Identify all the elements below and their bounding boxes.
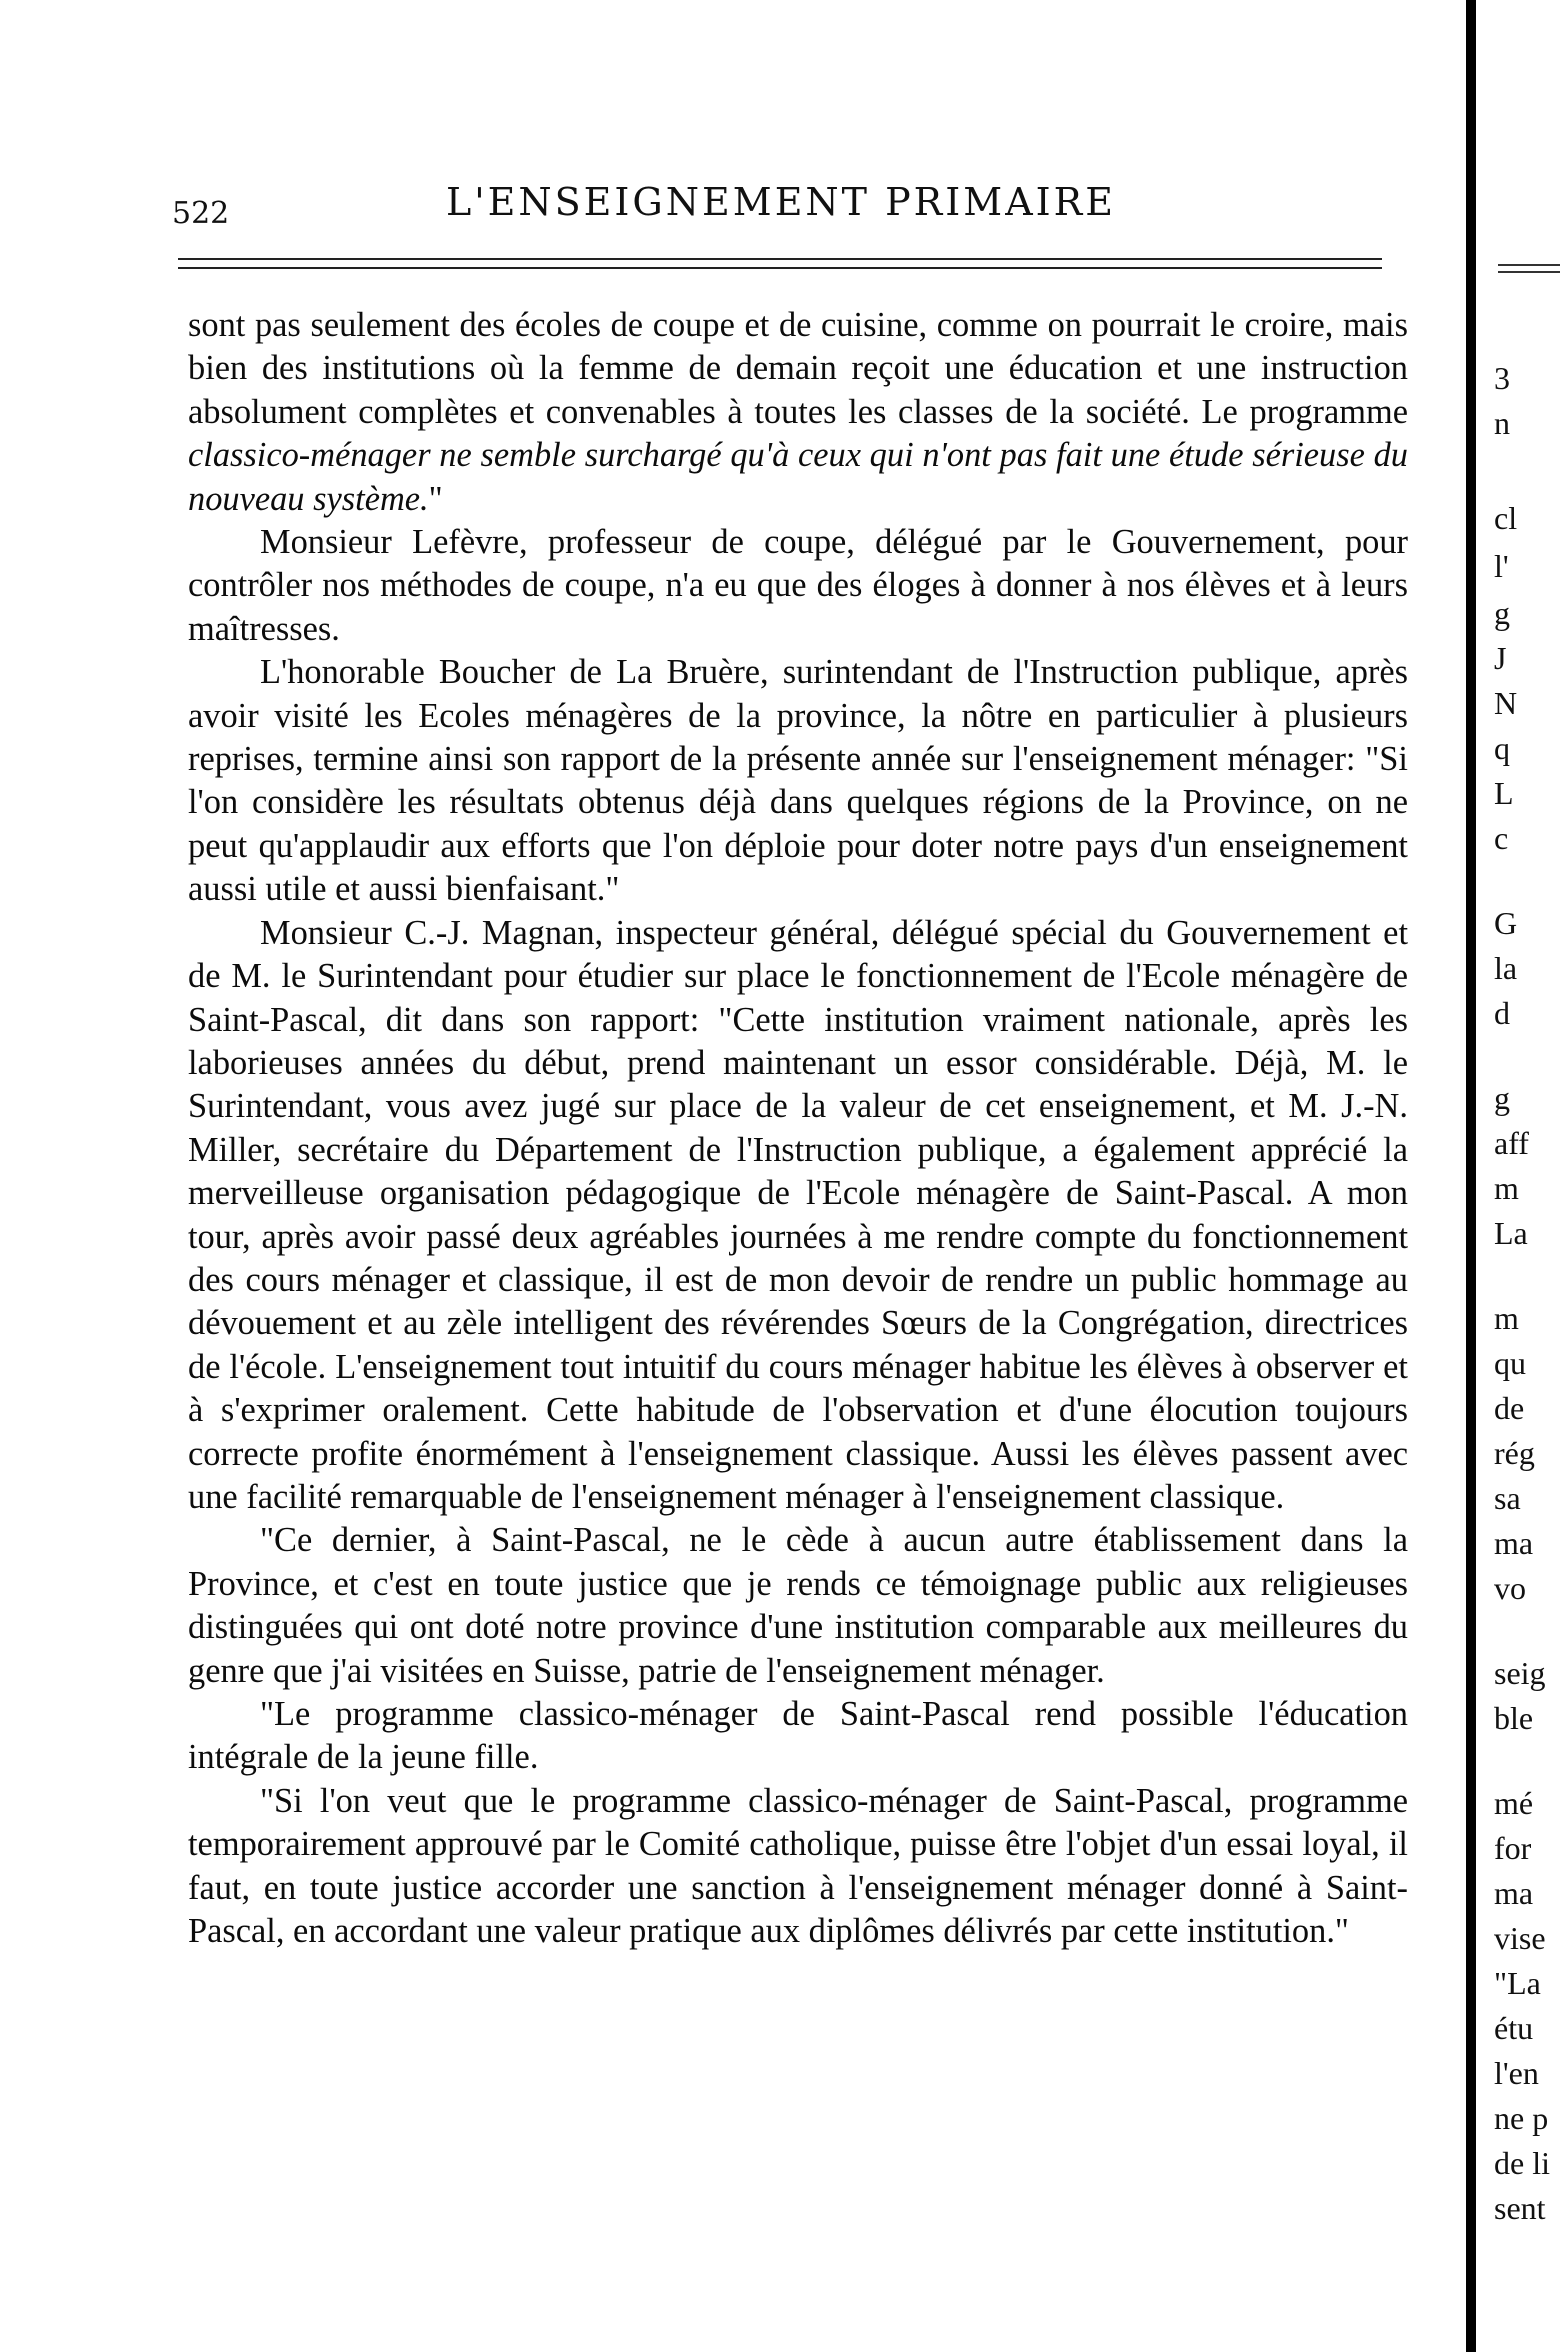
next-page-fragment: ma <box>1494 1525 1534 1561</box>
paragraph-3: L'honorable Boucher de La Bruère, surintendant de l'Instruction publique, après avoir visité les Ecoles ménagères de la province, la nôtre en particulier à plusieurs reprises, termine ainsi son rapport de la présente année sur l'enseignement ménager: "Si l'on considère les résultats obtenus déjà dans quelques régions de la Province, on ne peut qu'applaudir aux efforts que l'on déploie pour doter notre pays d'un enseignement aussi utile et aussi bienfaisant." <box>188 653 1408 909</box>
next-page-fragment: J <box>1494 640 1507 676</box>
running-title: L'ENSEIGNEMENT PRIMAIRE <box>445 180 1117 224</box>
next-page-fragment: l' <box>1494 548 1509 584</box>
next-page-rule <box>1498 264 1560 273</box>
next-page-fragment: vo <box>1494 1570 1526 1606</box>
next-page-fragment: G <box>1494 905 1518 941</box>
next-page-fragment: g <box>1494 1080 1510 1116</box>
next-page-fragment: g <box>1494 595 1510 631</box>
next-page-fragment: l'en <box>1494 2055 1539 2091</box>
next-page-fragment: "La <box>1494 1965 1541 2001</box>
next-page-fragment: m <box>1494 1300 1519 1336</box>
body-text <box>188 304 1408 1953</box>
paragraph-1 <box>188 304 1408 521</box>
next-page-fragment: L <box>1494 775 1514 811</box>
next-page-fragment: c <box>1494 820 1509 856</box>
next-page-fragment: la <box>1494 950 1518 986</box>
next-page-fragment: ne p <box>1494 2100 1549 2136</box>
next-page-fragment: sa <box>1494 1480 1521 1516</box>
paragraph-5: "Ce dernier, à Saint-Pascal, ne le cède à aucun autre établissement dans la Province, et c'est en toute justice que je rends ce témoignage public aux religieuses distinguées qui ont doté notre province d'une institution comparable aux meilleures du genre que j'ai visitées en Suisse, patrie de l'enseignement ménager. <box>188 1521 1408 1690</box>
paragraph-6: "Le programme classico-ménager de Saint-Pascal rend possible l'éducation intégrale de la jeune fille. <box>188 1695 1408 1777</box>
paragraph-1-closing-quote: " <box>428 479 443 518</box>
next-page-edge <box>1476 0 1560 2352</box>
next-page-fragment: N <box>1494 685 1518 721</box>
next-page-fragment: étu <box>1494 2010 1534 2046</box>
next-page-fragment: 3 <box>1494 360 1510 396</box>
paragraph-2: Monsieur Lefèvre, professeur de coupe, délégué par le Gouvernement, pour contrôler nos méthodes de coupe, n'a eu que des éloges à donner à nos élèves et à leurs maîtresses. <box>188 523 1408 648</box>
next-page-fragment: n <box>1494 405 1510 441</box>
next-page-fragment: qu <box>1494 1345 1526 1381</box>
next-page-fragment: rég <box>1494 1435 1535 1471</box>
page-number: 522 <box>172 196 230 231</box>
next-page-fragment: mé <box>1494 1785 1534 1821</box>
next-page-fragment: ble <box>1494 1700 1534 1736</box>
paragraph-1-italic-quote: classico-ménager ne semble surchargé qu'à ceux qui n'ont pas fait une étude sérieuse du nouveau système. <box>188 436 1408 518</box>
next-page-fragment: seig <box>1494 1655 1546 1691</box>
next-page-fragment: de li <box>1494 2145 1550 2181</box>
next-page-fragment: sent <box>1494 2190 1546 2226</box>
next-page-fragment: q <box>1494 730 1510 766</box>
page-header <box>172 180 1390 240</box>
next-page-fragment: for <box>1494 1830 1532 1866</box>
next-page-fragment: ma <box>1494 1875 1534 1911</box>
next-page-fragment: aff <box>1494 1125 1529 1161</box>
next-page-fragment: La <box>1494 1215 1528 1251</box>
paragraph-1-text: sont pas seulement des écoles de coupe et de cuisine, comme on pourrait le croire, mais bien des institutions où la femme de demain reçoit une éducation et une instruction absolument complètes et convenables à toutes les classes de la société. Le programme <box>188 306 1408 431</box>
next-page-fragment: d <box>1494 995 1510 1031</box>
header-double-rule <box>178 258 1382 269</box>
paragraph-4: Monsieur C.-J. Magnan, inspecteur général, délégué spécial du Gouvernement et de M. le Surintendant pour étudier sur place le fonctionnement de l'Ecole ménagère de Saint-Pascal, dit dans son rapport: "Cette institution vraiment nationale, après les laborieuses années du début, prend maintenant un essor considérable. Déjà, M. le Surintendant, vous avez jugé sur place de la valeur de cet enseignement, et M. J.-N. Miller, secrétaire du Département de l'Instruction publique, a également apprécié la merveilleuse organisation pédagogique de l'Ecole ménagère de Saint-Pascal. A mon tour, après avoir passé deux agréables journées à me rendre compte du fonctionnement des cours ménager et classique, il est de mon devoir de rendre un public hommage au dévouement et au zèle intelligent des révérendes Sœurs de la Congrégation, directrices de l'école. L'enseignement tout intuitif du cours ménager habitue les élèves à observer et à s'exprimer oralement. Cette habitude de l'observation et d'une élocution toujours correcte profite énormément à l'enseignement classique. Aussi les élèves passent avec une facilité remarquable de l'enseignement ménager à l'enseignement classique. <box>188 913 1408 1516</box>
next-page-fragment: vise <box>1494 1920 1546 1956</box>
next-page-fragment: cl <box>1494 500 1518 536</box>
paragraph-7: "Si l'on veut que le programme classico-ménager de Saint-Pascal, programme temporairement approuvé par le Comité catholique, puisse être l'objet d'un essai loyal, il faut, en toute justice accorder une sanction à l'enseignement ménager donné à Saint-Pascal, en accordant une valeur pratique aux diplômes délivrés par cette institution." <box>188 1781 1408 1951</box>
next-page-fragment: m <box>1494 1170 1519 1206</box>
next-page-fragment: de <box>1494 1390 1525 1426</box>
